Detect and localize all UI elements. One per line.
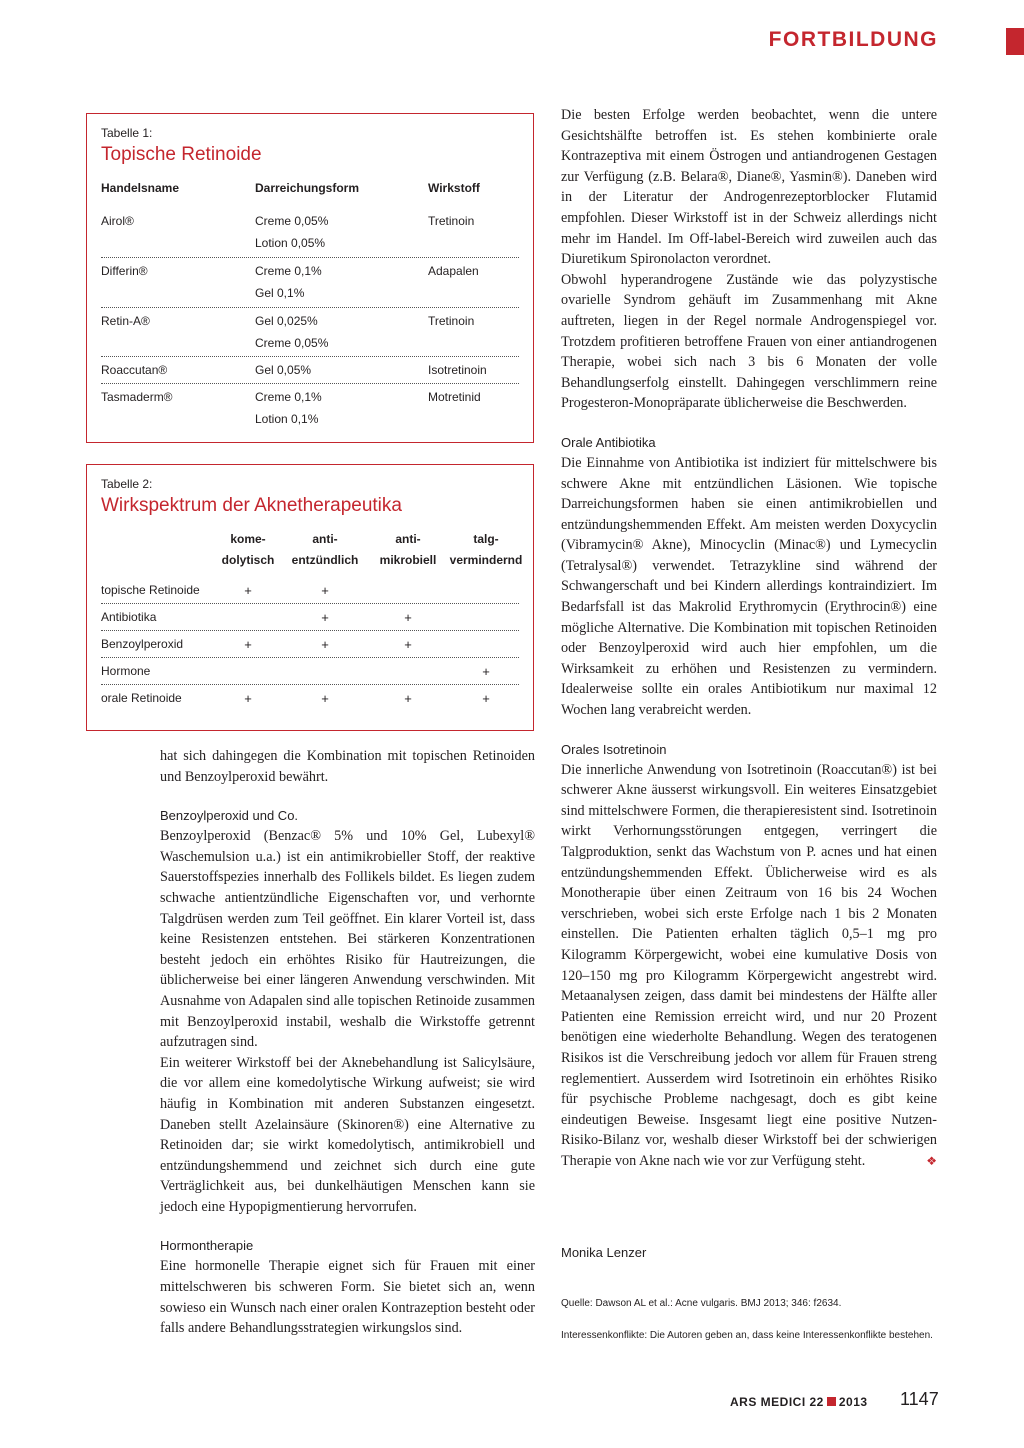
paragraph: Die Einnahme von Antibiotika ist indiziert für mittelschwere bis schwere Akne mit entzündlichen Läsionen. Wie topische Darreichungsformen haben sie einen antimikrobiellen und entzündungshemmenden Effekt. Am meisten werden Doxycyclin (Vibramycin® Akne), Minocyclin (Minac®) und Lymecyclin (Tetralysal®) verwendet. Tetrazykline sind während der Schwangerschaft und bei Kindern allerdings kontraindiziert. Im Bedarfsfall ist das Makrolid Erythromycin (Erythrocin®) eine mögliche Alternative. Die Kombination mit topischen Retinoiden oder Benzoylperoxid wird auch hier empfohlen, um die Wirksamkeit zu erhöhen und Resistenzen zu vermindern. Idealerweise sollte ein orales Antibiotikum nur maximal 12 Wochen lang verabreicht werden. <box>561 454 937 719</box>
footer-square-icon <box>827 1397 836 1406</box>
paragraph: Benzoylperoxid (Benzac® 5% und 10% Gel, Lubexyl® Waschemulsion u.a.) ist ein antimikrobieller Stoff, der reaktive Sauerstoffspezies innerhalb des Follikels bildet. Es liegen zudem schwache antientzündliche Eigenschaften vor, und verhornte Talgdrüsen werden zum Teil geöffnet. Ein klarer Vorteil ist, dass keine Resistenzen entstehen. Bei stärkeren Konzentrationen besteht jedoch ein erhöhtes Risiko für Hautreizungen, die üblicherweise bei einer längeren Anwendung verschwinden. Mit Ausnahme von Adapalen sind alle topischen Retinoide zusammen mit Benzoylperoxid instabil, weshalb die Wirkstoffe getrennt aufzutragen sind. <box>160 828 535 1051</box>
table-title: Topische Retinoide <box>101 144 262 165</box>
paragraph: Eine hormonelle Therapie eignet sich für Frauen mit einer mittelschweren bis schweren Form. Sie bietet sich an, wenn sowieso ein Wunsch nach einer oralen Kontrazeption besteht oder falls andere Behandlungsstrategien wirkungslos sind. <box>160 1258 535 1337</box>
paragraph: Die innerliche Anwendung von Isotretinoin (Roaccutan®) ist bei schwerer Akne äusserst wirkungsvoll. Ein weiteres Einsatzgebiet sind mittelschwere Formen, die therapieresistent sind. Isotretinoin wirkt Verhornungsstörungen entgegen, verringert die Talgproduktion, senkt das Wachstum von P. acnes und hat einen entzündungshemmenden Effekt. Üblicherweise wird es als Monotherapie über einen Zeitraum von 16 bis 24 Wochen verschrieben, wobei sich erste Erfolge nach 1 bis 2 Monaten einstellen. Die Patienten erhalten täglich 0,5–1 mg pro Kilogramm Körpergewicht, wobei eine kumulative Dosis von 120–150 mg pro Kilogramm Körpergewicht angestrebt wird. Metaanalysen zeigen, dass damit bei mindestens der Hälfte aller Patienten eine Remission erreicht wird, und nur 20 Prozent benötigen eine wiederholte Behandlung. Wegen des teratogenen Risikos ist die Verschreibung jedoch vor allem für Frauen streng reglementiert. Ausserdem wird Isotretinoin ein erhöhtes Risiko für psychische Probleme nachgesagt, doch es gibt keine eindeutigen Beweise. Insgesamt liegt eine positive Nutzen-Risiko-Bilanz vor, weshalb dieser Wirkstoff bei der schwierigen Therapie von Akne nach wie vor zur Verfügung steht. ❖ <box>561 760 937 1172</box>
column-header: talg- vermindernd <box>449 532 523 567</box>
effect-mark: + <box>321 610 329 625</box>
row-divider <box>101 603 519 604</box>
table-caption: Tabelle 2: <box>101 477 153 491</box>
row-divider <box>101 307 519 308</box>
effect-mark: + <box>244 637 252 652</box>
cell-form: Gel 0,1% <box>255 286 305 300</box>
row-divider <box>101 684 519 685</box>
section-heading: Hormontherapie <box>160 1238 254 1254</box>
paragraph: Die besten Erfolge werden beobachtet, wenn die untere Gesichtshälfte betroffen ist. Es stehen kombinierte orale Kontrazeptiva mit einem Östrogen und antiandrogenen Gestagen zur Verfügung (z.B. Belara®, Diane®, Yasmin®). Daneben wird in der Literatur der Androgenrezeptorblocker Flutamid empfohlen. Dieser Wirkstoff ist in der Schweiz allerdings nicht mehr im Handel. Im Off-label-Bereich wird zuweilen auch das Diuretikum Spironolacton verordnet. <box>561 107 937 268</box>
column-header: kome- dolytisch <box>221 532 275 567</box>
table-title: Wirkspektrum der Aknetherapeutika <box>101 495 402 516</box>
row-divider <box>101 383 519 384</box>
row-label: Benzoylperoxid <box>101 637 184 651</box>
row-divider <box>101 356 519 357</box>
column-header: anti- mikrobiell <box>379 532 437 567</box>
column-header: Darreichungsform <box>255 181 360 195</box>
section-label: FORTBILDUNG <box>768 28 938 51</box>
cell-form: Gel 0,05% <box>255 363 312 377</box>
cell-name: Differin® <box>101 264 148 278</box>
paragraph: hat sich dahingegen die Kombination mit topischen Retinoiden und Benzoylperoxid bewährt. <box>160 748 535 785</box>
effect-mark: + <box>321 583 329 598</box>
journal-name: ARS MEDICI 22 2013 <box>730 1395 868 1409</box>
cell-substance: Adapalen <box>428 264 479 278</box>
paragraph: Ein weiterer Wirkstoff bei der Aknebehandlung ist Salicylsäure, die vor allem eine komedolytische Wirkung aufweist; sie wird häufig in Kombination mit anderen Substanzen eingesetzt. Daneben stellt Azelainsäure (Skinoren®) eine Alternative zu Retinoiden dar; sie wirkt komedolytisch, antimikrobiell und entzündungshemmend und zeichnet sich durch eine gute Verträglichkeit aus, bei dunkelhäutigen Menschen kann sie jedoch eine Hypopigmentierung hervorrufen. <box>160 1054 535 1215</box>
column-header: anti- entzündlich <box>291 532 359 567</box>
row-label: orale Retinoide <box>101 691 182 705</box>
effect-mark: + <box>482 691 490 706</box>
row-label: topische Retinoide <box>101 583 200 597</box>
cell-form: Gel 0,025% <box>255 314 318 328</box>
effect-mark: + <box>404 637 412 652</box>
table-caption: Tabelle 1: <box>101 126 153 140</box>
cell-substance: Tretinoin <box>428 214 475 228</box>
conflict-note: Interessenkonflikte: Die Autoren geben an, dass keine Interessenkonflikte bestehen. <box>561 1330 933 1341</box>
cell-form: Creme 0,1% <box>255 264 322 278</box>
effect-mark: + <box>404 610 412 625</box>
page-number: 1147 <box>900 1389 939 1409</box>
effect-mark: + <box>244 691 252 706</box>
cell-form: Creme 0,05% <box>255 214 329 228</box>
paragraph: Obwohl hyperandrogene Zustände wie das polyzystische ovarielle Syndrom gehäuft im Zusammenhang mit Akne auftreten, liegen in der Regel normale Androgenspiegel vor. Trotzdem profitieren betroffene Frauen von einer antiandrogenen Therapie, wobei sich nach 3 bis 6 Monaten der volle Behandlungserfolg einstellt. Dahingegen verschlimmern reine Progesteron-Monopräparate üblicherweise die Beschwerden. <box>561 271 937 412</box>
cell-name: Airol® <box>101 214 134 228</box>
effect-mark: + <box>482 664 490 679</box>
section-heading: Orales Isotretinoin <box>561 741 667 757</box>
cell-substance: Tretinoin <box>428 314 475 328</box>
effect-mark: + <box>244 583 252 598</box>
left-column <box>160 746 535 1339</box>
table-topische-retinoide <box>86 113 534 443</box>
cell-form: Lotion 0,1% <box>255 412 319 426</box>
author-name: Monika Lenzer <box>561 1245 647 1260</box>
row-divider <box>101 657 519 658</box>
effect-mark: + <box>404 691 412 706</box>
source-note: Quelle: Dawson AL et al.: Acne vulgaris. BMJ 2013; 346: f2634. <box>561 1298 842 1309</box>
effect-mark: + <box>321 691 329 706</box>
effect-mark: + <box>321 637 329 652</box>
section-heading: Orale Antibiotika <box>561 434 656 450</box>
cell-substance: Motretinid <box>428 390 481 404</box>
row-divider <box>101 257 519 258</box>
section-marker <box>1006 28 1024 55</box>
row-label: Hormone <box>101 664 151 678</box>
row-divider <box>101 630 519 631</box>
end-mark-icon: ❖ <box>926 1153 937 1168</box>
row-label: Antibiotika <box>101 610 157 624</box>
cell-name: Retin-A® <box>101 314 150 328</box>
column-header: Wirkstoff <box>428 181 480 195</box>
cell-form: Creme 0,1% <box>255 390 322 404</box>
table-wirkspektrum <box>86 464 534 731</box>
section-heading: Benzoylperoxid und Co. <box>160 808 299 824</box>
cell-form: Creme 0,05% <box>255 336 329 350</box>
cell-form: Lotion 0,05% <box>255 236 326 250</box>
cell-substance: Isotretinoin <box>428 363 487 377</box>
column-header: Handelsname <box>101 181 180 195</box>
cell-name: Roaccutan® <box>101 363 168 377</box>
cell-name: Tasmaderm® <box>101 390 173 404</box>
right-column <box>561 105 937 1172</box>
